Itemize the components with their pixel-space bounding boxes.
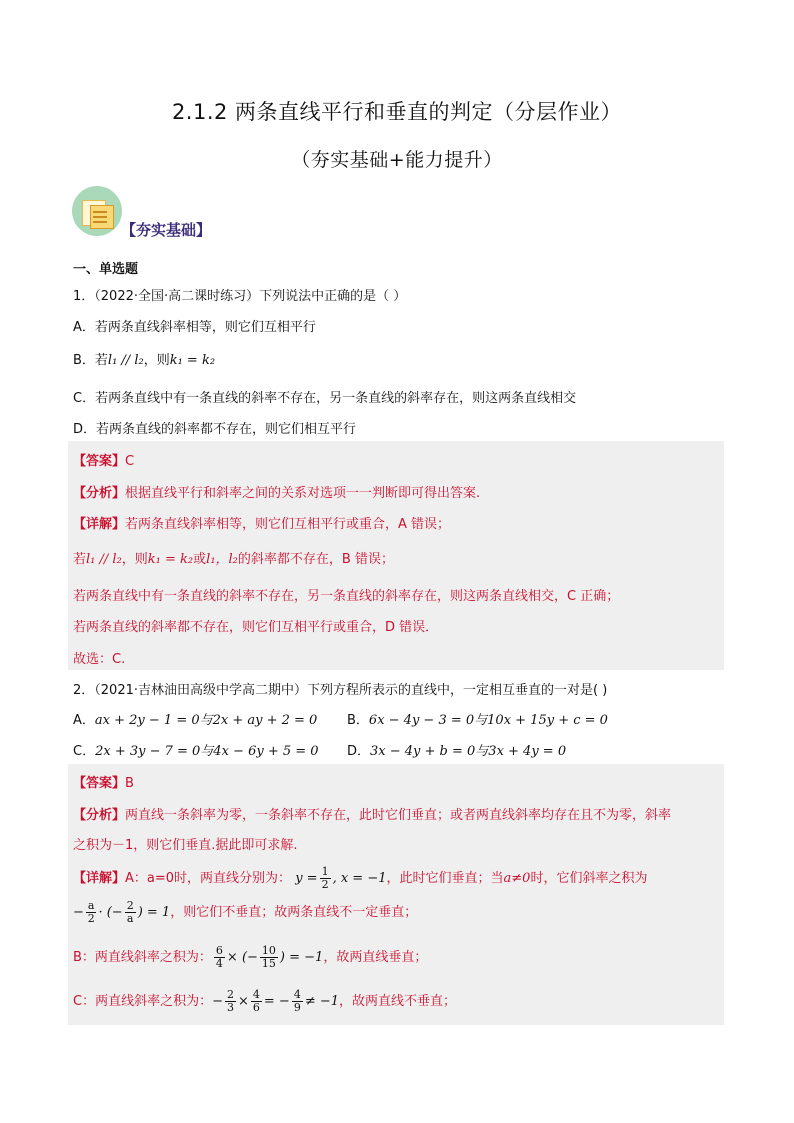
q2-option-c: C．2x + 3y − 7 = 0与4x − 6y + 5 = 0 bbox=[73, 744, 319, 759]
q1-detail-line4: 若两条直线的斜率都不存在，则它们互相平行或重合，D 错误． bbox=[73, 620, 439, 635]
q1-detail-line3: 若两条直线中有一条直线的斜率不存在，另一条直线的斜率存在，则这两条直线相交，C 正确； bbox=[73, 589, 620, 604]
q1-detail-line1: 【详解】若两条直线斜率相等，则它们互相平行或重合，A 错误； bbox=[73, 517, 451, 532]
q1-detail-line2: 若l₁ // l₂，则k₁ = k₂或l₁，l₂的斜率都不存在，B 错误； bbox=[73, 552, 394, 567]
q1-option-b: B．若l₁ // l₂，则k₁ = k₂ bbox=[73, 353, 216, 368]
q1-option-d: D．若两条直线的斜率都不存在，则它们相互平行 bbox=[73, 422, 357, 437]
part-heading: 一、单选题 bbox=[73, 262, 139, 277]
q2-option-b: B．6x − 4y − 3 = 0与10x + 15y + c = 0 bbox=[347, 713, 608, 728]
q2-option-a: A．ax + 2y − 1 = 0与2x + ay + 2 = 0 bbox=[73, 713, 318, 728]
q2-answer: 【答案】B bbox=[73, 776, 134, 791]
q1-analysis: 【分析】根据直线平行和斜率之间的关系对选项一一判断即可得出答案. bbox=[73, 486, 481, 501]
q2-option-d: D．3x − 4y + b = 0与3x + 4y = 0 bbox=[347, 744, 567, 759]
page-title: 2.1.2 两条直线平行和垂直的判定（分层作业） bbox=[171, 100, 623, 124]
q2-detail-a2: − $\frac{a}{2}$ · (− $\frac{2}{a}$ ) = 1，则它们不垂直；故两条直线不一定垂直； bbox=[73, 899, 418, 925]
q2-analysis-line2: 之积为－1，则它们垂直.据此即可求解. bbox=[73, 838, 298, 853]
q2-analysis-line1: 【分析】两直线一条斜率为零，一条斜率不存在，此时它们垂直；或者两直线斜率均存在且不为零，斜率 bbox=[73, 808, 672, 823]
page-subtitle: （夯实基础+能力提升） bbox=[291, 149, 503, 171]
q1-stem: 1．（2022·全国·高二课时练习）下列说法中正确的是（ ） bbox=[73, 289, 407, 304]
q2-detail-c: C：两直线斜率之积为：− $\frac{2}{3}$ × $\frac{4}{6}$ = − $\frac{4}{9}$ ≠ −1，故两直线不垂直； bbox=[73, 988, 457, 1014]
q1-answer: 【答案】C bbox=[73, 454, 135, 469]
q1-option-a: A．若两条直线斜率相等，则它们互相平行 bbox=[73, 320, 316, 335]
q2-detail-b: B：两直线斜率之积为： $\frac{6}{4}$ × (− $\frac{10}{15}$ ) = −1，故两直线垂直； bbox=[73, 944, 428, 970]
q2-stem: 2．（2021·吉林油田高级中学高二期中）下列方程所表示的直线中，一定相互垂直的一对是( ) bbox=[73, 683, 608, 698]
q1-conclusion: 故选：C. bbox=[73, 652, 126, 667]
section-heading: 【夯实基础】 bbox=[121, 221, 212, 239]
document-icon bbox=[72, 186, 122, 236]
q2-detail-a1: 【详解】A：a=0时，两直线分别为： y = $\frac{1}{2}$ , x = −1，此时它们垂直；当a≠0时，它们斜率之积为 bbox=[73, 865, 648, 891]
q1-option-c: C．若两条直线中有一条直线的斜率不存在，另一条直线的斜率存在，则这两条直线相交 bbox=[73, 391, 577, 406]
